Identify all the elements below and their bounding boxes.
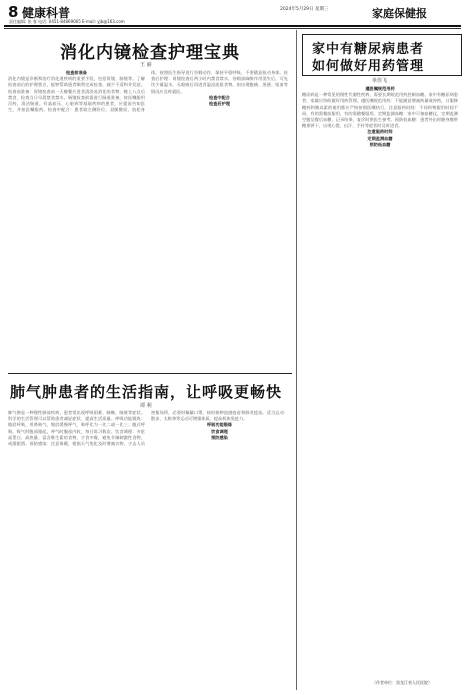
section-name: 家庭保健报 — [372, 7, 427, 20]
article1-text: 消化内镜是诊断和治疗消化道疾病的重要手段，包括胃镜、肠镜等。了解检查前后的护理要点，能够帮助患者顺利完成检查，减少不适和并发症。检查前准备：胃镜检查前一天晚餐应进食清淡易消化的食物，晚上八点后禁食，检查当日早晨禁食禁水。肠镜检查前需进行肠道准备，按医嘱服用泻药，清洁肠道。有高血压、心脏病等基础疾病的患者，应提前告知医生，并按医嘱服药。检查中配合：患者取左侧卧位，双腿微屈，放松身体，按照医生指导进行吞咽动作，保持平稳呼吸，不要随意扭动身体。检查后护理：胃镜检查后两小时内禁食禁水，待咽部麻醉作用消失后，可先饮少量温水，无呛咳后再进食温凉流质食物。如出现腹痛、黑便、呕血等情况应及时就医。 — [8, 70, 288, 113]
page-name: 健康科普 — [22, 6, 71, 20]
article3-footer: （作者单位：黑龙江省人民医院） — [372, 680, 432, 685]
header-rule-thin — [4, 28, 461, 29]
article3-text: 糖尿病是一种常见的慢性代谢性疾病，需要长期规范用药控制血糖。家中有糖尿病患者，家属应协助做好用药管理。遵医嘱规范用药：不能随意增减药量或停药，口服降糖药和胰岛素的使用都应严格按照医嘱执行。注意服药时间：不同药物服用时间不同，有的需餐前服用，有的需随餐服用。定期监测血糖：家中可备血糖仪，定期监测空腹及餐后血糖，记录结果，复诊时供医生参考。预防低血糖：患者外出时随身携带糖果饼干，出现心慌、出汗、手抖等症状时及时进食。 — [302, 92, 458, 129]
article3-title-line2: 如何做好用药管理 — [312, 59, 425, 74]
article3-subhead: 定期监测血糖 — [367, 135, 393, 141]
article1-subhead: 检查后护理 — [209, 101, 230, 107]
article3-subhead: 遵医嘱规范用药 — [365, 86, 395, 91]
page-date: 2024年5月29日 星期三 — [280, 7, 329, 12]
article3-subhead: 预防低血糖 — [369, 141, 391, 147]
article2-body — [8, 410, 288, 688]
article3-author: 单佳飞 — [372, 78, 388, 84]
article1-body — [8, 70, 288, 370]
article2-subhead: 饮食调理 — [211, 428, 228, 434]
article1-subhead: 检查中配合 — [209, 94, 230, 100]
article1-title: 消化内镜检查护理宝典 — [60, 43, 240, 63]
article2-subhead: 预防感染 — [211, 434, 228, 440]
article2-title: 肺气肿患者的生活指南，让呼吸更畅快 — [10, 383, 283, 401]
page-meta: 责任编辑: 张 春 电话: 0451-84869065 E-mail: yjb@163.com — [9, 19, 125, 24]
column-divider — [296, 30, 297, 690]
article1-author: 王 丽 — [140, 62, 152, 68]
article3-subhead: 注意服药时间 — [367, 129, 393, 135]
article3-title-line1: 家中有糖尿病患者 — [312, 42, 425, 57]
header-rule — [4, 25, 461, 27]
page-number: 8 — [8, 3, 19, 21]
article2-text: 肺气肿是一种慢性肺部疾病，患者常出现呼吸困难、咳嗽、咳痰等症状。科学的生活管理可以帮助患者减轻症状，提高生活质量。呼吸功能锻炼：缩唇呼吸，用鼻吸气，缩唇缓慢呼气，吸呼比为一比二或一比三；腹式呼吸，吸气时腹部隆起，呼气时腹部内收，每日练习数次。饮食调理：多吃高蛋白、高热量、富含维生素的食物，少食多餐，避免辛辣刺激性食物，戒烟限酒。预防感染：注意保暖，根据天气变化及时增减衣物，少去人员密集场所，必要时佩戴口罩，按时接种流感疫苗和肺炎疫苗。适当运动：散步、太极拳等运动可增强体质，提高机体免疫力。 — [8, 410, 288, 447]
article1-subhead: 检查前准备 — [66, 70, 87, 75]
article-divider — [8, 373, 292, 374]
article3-body — [302, 86, 458, 674]
article2-subhead: 呼吸功能锻炼 — [206, 422, 233, 428]
page-header — [4, 2, 461, 26]
article2-author: 谭 利 — [140, 403, 152, 409]
